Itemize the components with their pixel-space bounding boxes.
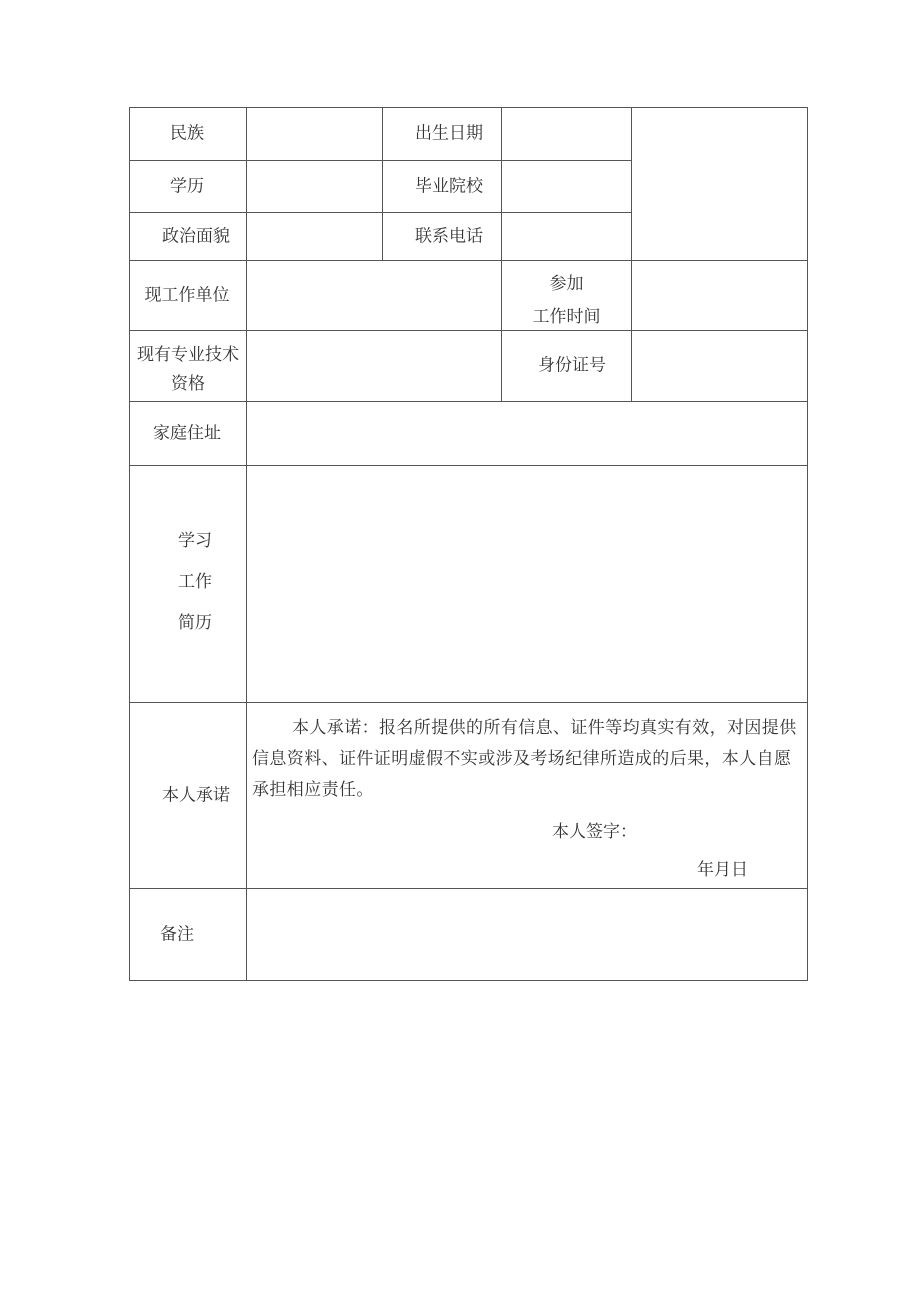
qualification-label: [130, 341, 246, 399]
birth-date-label: 出生日期: [415, 123, 483, 144]
row-divider: [129, 702, 808, 703]
table-border-right: [807, 107, 808, 981]
work-start-label-line-2: 工作时间: [532, 307, 601, 327]
signature-field[interactable]: [640, 812, 800, 842]
table-border-bottom: [129, 980, 808, 981]
table-border-left: [129, 107, 130, 981]
qualification-field[interactable]: [247, 331, 501, 401]
graduation-school-field[interactable]: [502, 161, 631, 212]
remarks-label: 备注: [160, 924, 194, 945]
resume-label: [156, 521, 234, 644]
id-number-label: 身份证号: [538, 355, 606, 376]
contact-phone-label: 联系电话: [415, 226, 483, 247]
qualification-label-line-2: 资格: [171, 374, 205, 394]
current-employer-label: 现工作单位: [144, 285, 230, 306]
education-field[interactable]: [247, 161, 382, 212]
work-start-field[interactable]: [632, 261, 807, 330]
id-number-field[interactable]: [632, 331, 807, 401]
signature-label: 本人签字：: [552, 822, 637, 842]
work-start-label-line-1: 参加: [549, 274, 584, 294]
graduation-school-label: 毕业院校: [415, 176, 483, 197]
photo-field[interactable]: [632, 108, 807, 260]
political-status-label: 政治面貌: [162, 226, 230, 247]
home-address-label: 家庭住址: [153, 423, 221, 444]
contact-phone-field[interactable]: [502, 213, 631, 260]
birth-date-field[interactable]: [502, 108, 631, 160]
resume-field[interactable]: [247, 466, 807, 702]
home-address-field[interactable]: [247, 402, 807, 465]
resume-label-line-1: 学习: [178, 531, 212, 551]
resume-label-line-2: 工作: [178, 572, 212, 592]
qualification-label-line-1: 现有专业技术: [137, 345, 239, 365]
column-divider: [382, 107, 383, 261]
remarks-field[interactable]: [247, 889, 807, 980]
education-label: 学历: [170, 176, 204, 197]
ethnicity-field[interactable]: [247, 108, 382, 160]
current-employer-field[interactable]: [247, 261, 501, 330]
work-start-label: [502, 268, 631, 334]
resume-label-line-3: 简历: [178, 613, 212, 633]
ethnicity-label: 民族: [170, 123, 204, 144]
political-status-field[interactable]: [247, 213, 382, 260]
pledge-text: 本人承诺：报名所提供的所有信息、证件等均真实有效，对因提供信息资料、证件证明虚假不实或涉及考场纪律所造成的后果，本人自愿承担相应责任。: [252, 718, 797, 800]
date-label: 年月日: [697, 860, 748, 880]
pledge-label: 本人承诺: [162, 785, 230, 806]
